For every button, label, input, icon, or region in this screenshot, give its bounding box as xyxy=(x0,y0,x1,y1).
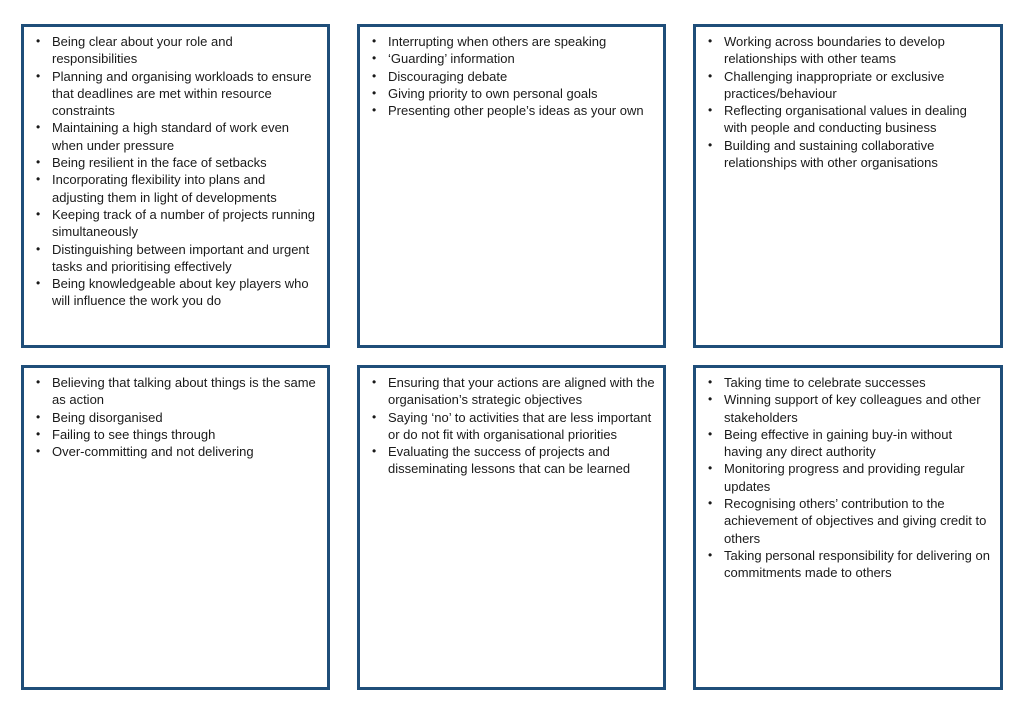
list-item-text: Being disorganised xyxy=(52,409,163,425)
list-item xyxy=(28,409,319,426)
list-item-text: Distinguishing between important and urgent tasks and prioritising effectively xyxy=(52,241,310,274)
list-item-text: Planning and organising workloads to ensure that deadlines are met within resource constraints xyxy=(52,68,312,119)
list-item-text: Over-committing and not delivering xyxy=(52,444,254,460)
list-item xyxy=(364,85,655,102)
list-item xyxy=(364,443,655,478)
list-item-text: Interrupting when others are speaking xyxy=(388,34,607,49)
bullet-icon: • xyxy=(708,137,713,152)
bullet-icon: • xyxy=(708,461,713,476)
bullet-icon: • xyxy=(708,496,713,511)
bullet-icon: • xyxy=(36,276,41,291)
list-item xyxy=(700,33,992,68)
bullet-icon: • xyxy=(36,68,41,83)
card-2 xyxy=(357,24,666,348)
list-item xyxy=(700,460,992,495)
list-item xyxy=(28,206,319,241)
list-item-text: Being knowledgeable about key players who will influence the work you do xyxy=(52,276,309,309)
list-item xyxy=(28,154,319,171)
bullet-list xyxy=(364,374,655,478)
list-item xyxy=(28,374,319,409)
card-6 xyxy=(693,365,1003,690)
card-1 xyxy=(21,24,330,348)
bullet-icon: • xyxy=(36,241,41,256)
bullet-list xyxy=(28,374,319,460)
list-item-text: Evaluating the success of projects and disseminating lessons that can be learned xyxy=(388,444,631,477)
list-item xyxy=(700,391,992,426)
bullet-icon: • xyxy=(36,206,41,221)
bullet-icon: • xyxy=(372,34,377,48)
list-item-text: Giving priority to own personal goals xyxy=(388,85,598,101)
list-item xyxy=(700,137,992,172)
list-item-text: Saying ‘no’ to activities that are less important or do not fit with organisational priorities xyxy=(388,409,652,442)
list-item xyxy=(28,171,319,206)
list-item-text: Winning support of key colleagues and other stakeholders xyxy=(724,392,981,425)
list-item-text: Discouraging debate xyxy=(388,68,508,84)
bullet-icon: • xyxy=(36,426,41,441)
bullet-icon: • xyxy=(708,68,713,83)
bullet-list xyxy=(700,374,992,582)
list-item-text: Believing that talking about things is the same as action xyxy=(52,375,316,408)
bullet-list xyxy=(700,33,992,171)
bullet-icon: • xyxy=(36,409,41,424)
list-item-text: Recognising others’ contribution to the achievement of objectives and giving credit to others xyxy=(724,496,987,546)
list-item-text: Keeping track of a number of projects running simultaneously xyxy=(52,206,316,240)
list-item xyxy=(700,547,992,582)
list-item-text: Monitoring progress and providing regular updates xyxy=(724,461,965,494)
list-item xyxy=(364,374,655,409)
bullet-icon: • xyxy=(708,34,713,48)
bullet-icon: • xyxy=(36,375,41,389)
list-item xyxy=(28,68,319,120)
bullet-icon: • xyxy=(372,51,377,66)
bullet-icon: • xyxy=(372,444,377,459)
bullet-icon: • xyxy=(708,547,713,562)
bullet-icon: • xyxy=(708,375,713,389)
list-item xyxy=(700,495,992,547)
list-item-text: Working across boundaries to develop relationships with other teams xyxy=(724,34,945,67)
list-item-text: Reflecting organisational values in dealing with people and conducting business xyxy=(724,103,967,136)
bullet-icon: • xyxy=(372,375,377,389)
card-3 xyxy=(693,24,1003,348)
bullet-list xyxy=(364,33,655,119)
list-item xyxy=(364,409,655,444)
list-item xyxy=(700,426,992,461)
list-item xyxy=(28,443,319,460)
list-item-text: Ensuring that your actions are aligned with the organisation’s strategic objectives xyxy=(388,375,655,408)
list-item-text: ‘Guarding’ information xyxy=(388,51,515,67)
bullet-icon: • xyxy=(36,120,41,135)
bullet-icon: • xyxy=(36,155,41,170)
list-item-text: Being clear about your role and responsibilities xyxy=(52,34,233,67)
list-item-text: Incorporating flexibility into plans and adjusting them in light of developments xyxy=(52,172,277,205)
card-5 xyxy=(357,365,666,690)
bullet-list xyxy=(28,33,319,310)
list-item-text: Being effective in gaining buy-in without having any direct authority xyxy=(724,426,953,460)
list-item-text: Taking personal responsibility for delivering on commitments made to others xyxy=(724,547,990,581)
list-item-text: Building and sustaining collaborative relationships with other organisations xyxy=(724,137,938,171)
bullet-icon: • xyxy=(708,392,713,407)
list-item xyxy=(28,241,319,276)
list-item xyxy=(28,275,319,310)
bullet-icon: • xyxy=(708,426,713,441)
list-item xyxy=(28,119,319,154)
list-item-text: Challenging inappropriate or exclusive practices/behaviour xyxy=(724,68,945,101)
bullet-icon: • xyxy=(372,409,377,424)
list-item xyxy=(364,33,655,50)
list-item-text: Presenting other people’s ideas as your own xyxy=(388,103,644,119)
bullet-icon: • xyxy=(372,103,377,118)
bullet-icon: • xyxy=(372,68,377,83)
bullet-icon: • xyxy=(708,103,713,118)
list-item xyxy=(700,68,992,103)
list-item xyxy=(700,374,992,391)
list-item-text: Failing to see things through xyxy=(52,426,216,442)
list-item xyxy=(28,33,319,68)
list-item xyxy=(364,68,655,85)
list-item-text: Maintaining a high standard of work even when under pressure xyxy=(52,120,290,153)
list-item xyxy=(364,50,655,67)
card-4 xyxy=(21,365,330,690)
list-item xyxy=(28,426,319,443)
list-item-text: Being resilient in the face of setbacks xyxy=(52,155,267,171)
bullet-icon: • xyxy=(372,85,377,100)
list-item-text: Taking time to celebrate successes xyxy=(724,375,926,390)
list-item xyxy=(700,102,992,137)
bullet-icon: • xyxy=(36,172,41,187)
bullet-icon: • xyxy=(36,34,41,48)
list-item xyxy=(364,102,655,119)
bullet-icon: • xyxy=(36,444,41,459)
